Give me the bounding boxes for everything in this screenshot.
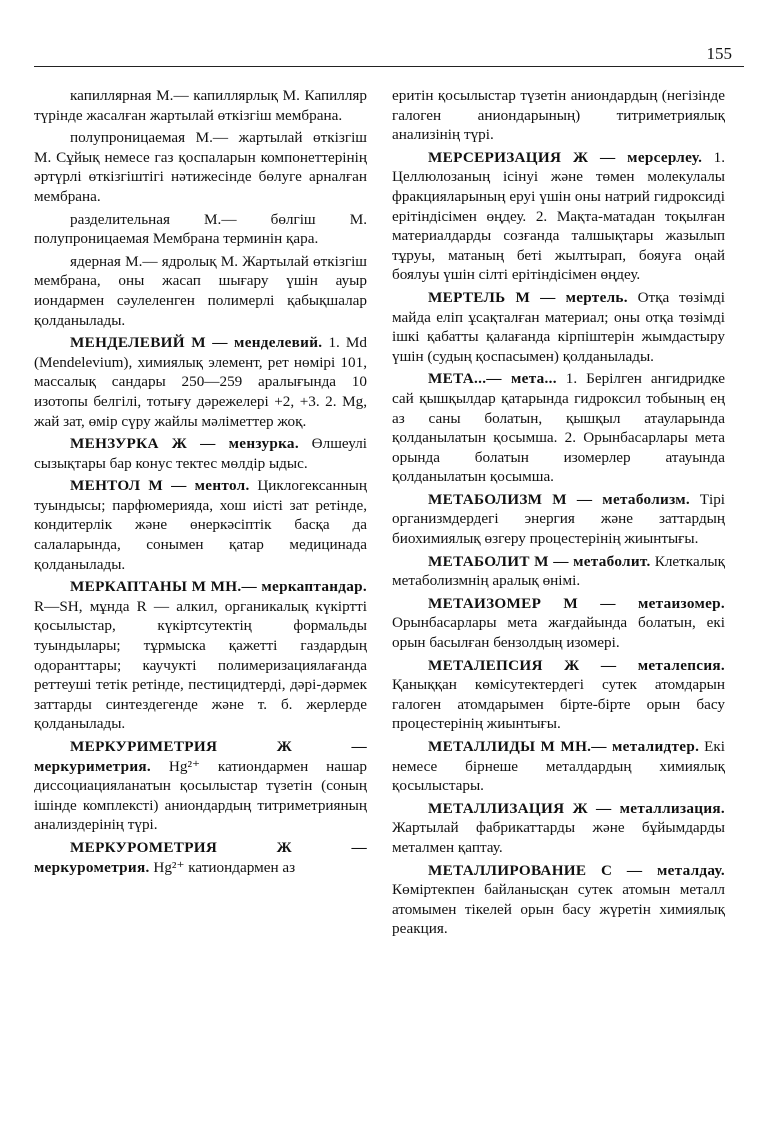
entry-headword: МЕРКУРИМЕТРИЯ Ж — меркуриметрия.	[34, 738, 367, 775]
entry-headword: МЕНТОЛ М — ментол.	[70, 477, 250, 495]
entry-definition: 1. Целлюлозаның ісінуі және төмен молекулалы фракцияларының еруі үшін оны натрий гидроксиді ерітіндісімен өңдеу. 2. Мақта-матадан тоқылған материалдарды созғанда талшықтары жазылып тұруы, матаның беті жылтырап, бояуға оңай боялуы үшін сілті ерітіндісімен өңдеу.	[392, 148, 725, 284]
entry-definition: Hg²⁺ катиондармен нашар диссоциацияланатын қосылыстар түзетін (соның ішінде комплексті) аниондардың титриметрияның анализдерінің түрі.	[34, 757, 367, 834]
entry-headword: МЕТАЛЛИЗАЦИЯ Ж — металлизация.	[428, 799, 725, 817]
dictionary-entry	[392, 369, 725, 487]
dictionary-entry	[392, 86, 725, 145]
dictionary-entry	[392, 552, 725, 591]
dictionary-entry	[34, 476, 367, 574]
dictionary-entry	[34, 434, 367, 473]
entry-definition: R—SH, мұнда R — алкил, органикалық күкіртті қосылыстар, күкіртсутектің формальды туындылары; тұрмыска қажетті газдардың одоранттары; каучукті полимеризациялағанда реттеуші тетік ретінде, пестицидтерді, дәрі-дәрмек заттарды синтездегенде және т. б. жерлерде қолданылады.	[34, 597, 367, 733]
dictionary-entry	[392, 490, 725, 549]
header-rule	[34, 66, 744, 67]
entry-definition: ядерная М.— ядролық М. Жартылай өткізгіш мембрана, оны жасап шығару үшін ауыр иондармен сәулеленген полимерлі қабықшалар қолданылады.	[34, 252, 367, 329]
entry-definition: Жартылай фабрикаттарды және бұйымдарды металмен қаптау.	[392, 819, 725, 856]
entry-definition: разделительная М.— бөлгіш М. полупроницаемая Мембрана терминін қара.	[34, 210, 367, 248]
dictionary-entry	[392, 148, 725, 285]
dictionary-entry	[34, 333, 367, 431]
entry-definition: Екі немесе бірнеше металдардың химиялық қосылыстары.	[392, 738, 725, 795]
left-column	[34, 86, 367, 880]
right-column	[392, 86, 725, 942]
entry-headword: МЕТАБОЛИТ М — метаболит.	[428, 552, 651, 570]
entry-definition: капиллярная М.— капиллярлық М. Капилляр түрінде жасалған жартылай өткізгіш мембрана.	[34, 87, 367, 124]
entry-definition: Орынбасарлары мета жағдайында болатын, екі орын басылған бензолдың изомері.	[392, 614, 725, 652]
dictionary-entry	[392, 656, 725, 734]
entry-headword: МЕТАЛЕПСИЯ Ж — металепсия.	[428, 656, 725, 674]
entry-definition: Өлшеулі сызықтары бар конус тектес мөлдір ыдыс.	[34, 435, 367, 472]
entry-headword: МЕРТЕЛЬ М — мертель.	[428, 288, 628, 306]
entry-headword: МЕТАЛЛИРОВАНИЕ С — металдау.	[428, 861, 725, 879]
dictionary-entry	[392, 799, 725, 858]
entry-definition: Отқа төзімді майда еліп ұсақталған материал; оны отқа төзімді ішкі қабатты қалағанда кірпіштерін жымдастыру үшін (судың қоспасымен) қолданылады.	[392, 288, 725, 365]
dictionary-entry	[392, 737, 725, 796]
entry-headword: МЕТАЛЛИДЫ М МН.— металидтер.	[428, 738, 700, 755]
entry-definition: Көміртекпен байланысқан сутек атомын металл атомымен тікелей орын басу жүретін химиялық реакция.	[392, 881, 725, 938]
dictionary-entry	[392, 594, 725, 653]
dictionary-entry	[34, 252, 367, 330]
entry-definition: Қаныққан көмісутектердегі сутек атомдарын галоген атомдарымен бірте-бірте орын басу процестерінің жиынтығы.	[392, 676, 725, 733]
dictionary-entry	[34, 577, 367, 734]
page-number: 155	[706, 44, 732, 63]
entry-definition: Клеткалық метаболизмнің аралық өнімі.	[392, 552, 725, 590]
entry-definition: Циклогексанның туындысы; парфюмерияда, хош иісті зат ретінде, кондитерлік және өнеркәсіптік басқа да салаларында, сонымен қатар медицинада қолданылады.	[34, 477, 368, 573]
dictionary-entry	[392, 288, 725, 366]
entry-definition: Hg²⁺ катиондармен аз	[149, 858, 296, 876]
entry-definition: 1. Берілген ангидридке сай қышқылдар қатарында гидроксил тобының ең аз саны болатын, қышқыл атауларында қолданылатын қосымша. 2. Орынбасарлары мета орында болатын изомерлер атауында қолданылатын қосымша.	[392, 370, 725, 486]
entry-definition: Тірі организмдердегі энергия және заттардың биохимиялық өзгеру процестерінің жиынтығы.	[392, 490, 726, 548]
dictionary-entry	[34, 210, 367, 249]
entry-headword: МЕНЗУРКА Ж — мензурка.	[70, 435, 299, 453]
dictionary-entry	[34, 838, 367, 877]
entry-headword: МЕТА...— мета...	[428, 370, 557, 388]
dictionary-entry	[34, 737, 367, 835]
dictionary-entry	[392, 861, 725, 939]
entry-headword: МЕТАБОЛИЗМ М — метаболизм.	[428, 490, 691, 508]
dictionary-entry	[34, 86, 367, 125]
entry-headword: МЕРКУРОМЕТРИЯ Ж — меркурометрия.	[34, 838, 367, 876]
entry-definition: еритін қосылыстар түзетін аниондардың (негізінде галоген аниондарының) титриметриялық анализінің түрі.	[392, 87, 725, 144]
dictionary-entry	[34, 128, 367, 206]
entry-definition: 1. Md (Mendelevium), химиялық элемент, рет нөмірі 101, массалық сандары 250—259 аралығында 10 изотопы белгілі, тотығу дәрежелері +2, +3. 2. Mg, жай зат, өмір сүру жайлы мәліметтер жоқ.	[34, 334, 367, 430]
entry-definition: полупроницаемая М.— жартылай өткізгіш М. Сұйық немесе газ қоспаларын компонеттерінің әртүрлі өткізгіштігі нәтижесінде бөлуге арналған мембрана.	[34, 129, 367, 205]
entry-headword: МЕТАИЗОМЕР М — метаизомер.	[428, 594, 725, 612]
entry-headword: МЕНДЕЛЕВИЙ М — менделевий.	[70, 334, 323, 352]
entry-headword: МЕРСЕРИЗАЦИЯ Ж — мерсерлеу.	[428, 148, 703, 166]
entry-headword: МЕРКАПТАНЫ М МН.— меркаптандар.	[70, 578, 367, 596]
